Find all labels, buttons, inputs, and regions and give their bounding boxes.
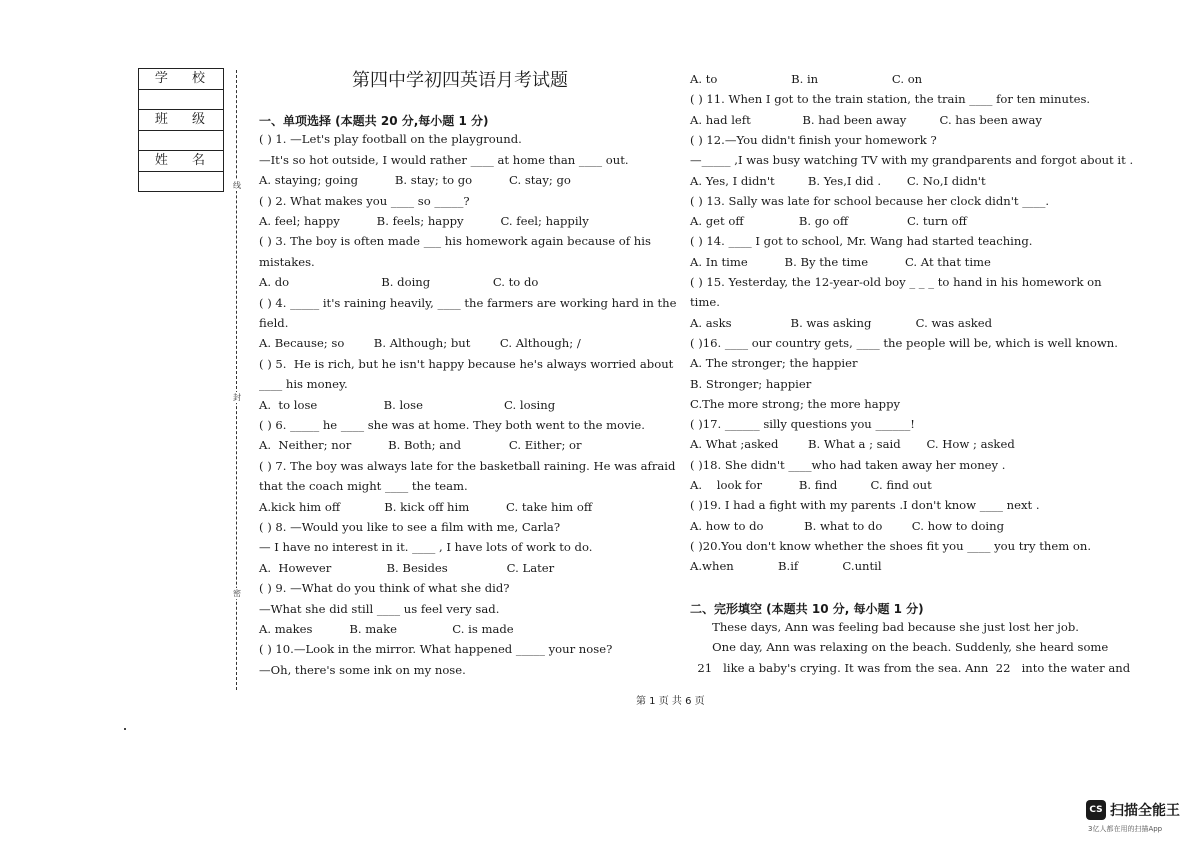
student-info-table bbox=[138, 68, 224, 192]
scanner-tagline: 3亿人都在用的扫描App bbox=[1088, 825, 1163, 833]
question-line: ( ) 10.—Look in the mirror. What happened _____ your nose? bbox=[259, 642, 613, 657]
scanner-app-name: 扫描全能王 bbox=[1110, 803, 1180, 819]
question-line: ( ) 9. —What do you think of what she did? bbox=[259, 581, 510, 596]
question-line: ( ) 4. _____ it's raining heavily, ____ the farmers are working hard in the bbox=[259, 295, 677, 310]
question-line: A. feel; happy B. feels; happy C. feel; happily bbox=[259, 214, 589, 228]
scanner-watermark bbox=[1086, 800, 1198, 840]
school-label: 学 校 bbox=[139, 69, 223, 90]
question-line: ( ) 6. _____ he ____ she was at home. They both went to the movie. bbox=[259, 418, 645, 432]
question-line: ( ) 5. He is rich, but he isn't happy because he's always worried about bbox=[259, 356, 674, 371]
question-line: ( ) 14. ____ I got to school, Mr. Wang had started teaching. bbox=[690, 234, 1033, 249]
binding-mark-secret: 密 bbox=[233, 589, 241, 598]
question-line: A. get off B. go off C. turn off bbox=[690, 214, 967, 229]
question-line: ( ) 3. The boy is often made ___ his homework again because of his bbox=[259, 234, 651, 249]
question-line: A. The stronger; the happier bbox=[690, 356, 858, 371]
question-line: A. how to do B. what to do C. how to doing bbox=[690, 518, 1005, 533]
question-line: ( ) 15. Yesterday, the 12-year-old boy _ _ _ to hand in his homework on bbox=[690, 275, 1102, 289]
question-line: A. had left B. had been away C. has been away bbox=[690, 112, 1042, 127]
question-line: A. staying; going B. stay; to go C. stay; go bbox=[259, 173, 571, 188]
question-line: — I have no interest in it. ____ , I have lots of work to do. bbox=[259, 540, 593, 555]
question-line: A. do B. doing C. to do bbox=[259, 275, 539, 290]
question-line: A. look for B. find C. find out bbox=[690, 478, 932, 492]
section-heading: 二、完形填空 (本题共 10 分, 每小题 1 分) bbox=[690, 601, 924, 616]
question-line: ( ) 2. What makes you ____ so _____? bbox=[259, 193, 470, 208]
question-line: —_____ ,I was busy watching TV with my grandparents and forgot about it . bbox=[690, 153, 1134, 168]
question-line: ( ) 7. The boy was always late for the basketball raining. He was afraid bbox=[259, 458, 676, 473]
question-line: A. Because; so B. Although; but C. Although; / bbox=[259, 336, 581, 351]
question-line: ____ his money. bbox=[259, 377, 348, 392]
cs-logo-icon: CS bbox=[1086, 800, 1106, 820]
question-line: A. Yes, I didn't B. Yes,I did . C. No,I didn't bbox=[690, 173, 986, 188]
name-label: 姓 名 bbox=[139, 151, 223, 172]
question-line: A. In time B. By the time C. At that time bbox=[690, 254, 991, 269]
question-line: —Oh, there's some ink on my nose. bbox=[259, 662, 466, 677]
question-line: A.kick him off B. kick off him C. take him off bbox=[259, 499, 593, 514]
question-line: B. Stronger; happier bbox=[690, 376, 812, 391]
question-line: 21 like a baby's crying. It was from the sea. Ann 22 into the water and bbox=[690, 660, 1131, 675]
question-line: field. bbox=[259, 316, 289, 330]
question-line: ( ) 8. —Would you like to see a film with me, Carla? bbox=[259, 520, 561, 534]
question-line: A. makes B. make C. is made bbox=[259, 622, 514, 636]
question-line: A. Neither; nor B. Both; and C. Either; or bbox=[259, 438, 582, 453]
question-line: ( ) 13. Sally was late for school because her clock didn't ____. bbox=[690, 193, 1050, 208]
question-line: time. bbox=[690, 295, 720, 310]
page-number: 第 1 页 共 6 页 bbox=[636, 696, 705, 707]
school-field bbox=[139, 90, 223, 111]
section-heading: 一、单项选择 (本题共 20 分,每小题 1 分) bbox=[259, 114, 489, 128]
question-line: These days, Ann was feeling bad because she just lost her job. bbox=[690, 620, 1079, 635]
question-line: ( ) 11. When I got to the train station, the train ____ for ten minutes. bbox=[690, 92, 1091, 107]
scan-speck bbox=[124, 728, 126, 730]
question-line: A. However B. Besides C. Later bbox=[259, 560, 555, 575]
question-line: mistakes. bbox=[259, 254, 315, 269]
exam-title: 第四中学初四英语月考试题 bbox=[352, 70, 568, 91]
class-field bbox=[139, 131, 223, 152]
question-line: —What she did still ____ us feel very sad. bbox=[259, 601, 500, 616]
class-label: 班 级 bbox=[139, 110, 223, 131]
binding-mark-line: 线 bbox=[233, 181, 241, 190]
question-line: A. asks B. was asking C. was asked bbox=[690, 315, 993, 330]
question-line: A.when B.if C.until bbox=[690, 559, 882, 574]
question-line: One day, Ann was relaxing on the beach. Suddenly, she heard some bbox=[690, 640, 1109, 655]
question-line: ( )18. She didn't ____who had taken away her money . bbox=[690, 457, 1006, 472]
name-field bbox=[139, 172, 223, 192]
question-line: ( )16. ____ our country gets, ____ the people will be, which is well known. bbox=[690, 335, 1118, 350]
question-line: —It's so hot outside, I would rather ____ at home than ____ out. bbox=[259, 152, 629, 167]
question-line: A. What ;asked B. What a ; said C. How ; asked bbox=[690, 437, 1015, 452]
binding-mark-seal: 封 bbox=[233, 393, 241, 402]
question-line: that the coach might ____ the team. bbox=[259, 479, 468, 494]
question-line: C.The more strong; the more happy bbox=[690, 396, 901, 411]
question-line: ( ) 1. —Let's play football on the playground. bbox=[259, 132, 522, 147]
question-line: ( )20.You don't know whether the shoes fit you ____ you try them on. bbox=[690, 538, 1092, 553]
question-line: A. to lose B. lose C. losing bbox=[259, 397, 556, 412]
question-line: ( ) 12.—You didn't finish your homework ? bbox=[690, 132, 937, 147]
question-line: ( )19. I had a fight with my parents .I don't know ____ next . bbox=[690, 498, 1040, 513]
question-line: A. to B. in C. on bbox=[690, 72, 923, 86]
question-line: ( )17. ______ silly questions you ______! bbox=[690, 417, 915, 432]
